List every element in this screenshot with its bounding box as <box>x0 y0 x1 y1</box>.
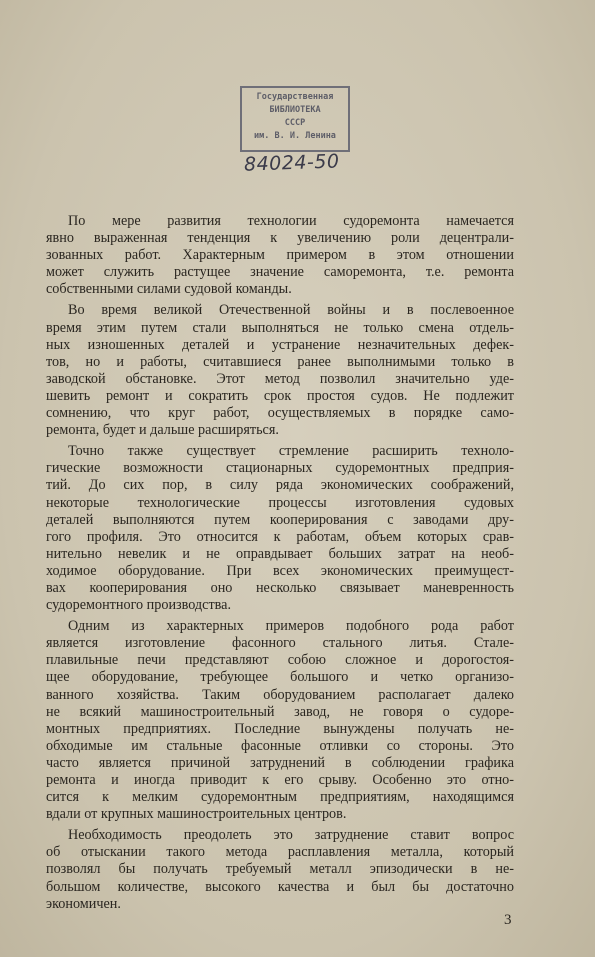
text-line: зованных работ. Характерным примером в этом отношении <box>46 247 514 264</box>
text-line: тий. До сих пор, в силу ряда экономических соображений, <box>46 477 514 494</box>
text-line: явно выраженная тенденция к увеличению роли децентрали- <box>46 230 514 247</box>
text-line: ванного хозяйства. Таким оборудованием располагает далеко <box>46 686 514 703</box>
text-line: ных изношенных деталей и устранение незначительных дефек- <box>46 336 514 353</box>
paragraph <box>46 213 514 298</box>
paragraph <box>46 827 514 912</box>
text-line: ремонта, будет и дальше расширяться. <box>46 422 279 439</box>
text-line: экономичен. <box>46 895 121 912</box>
library-stamp <box>240 86 350 152</box>
handwritten-inventory-number: 84024-50 <box>243 150 340 176</box>
text-line: гого профиля. Это относится к работам, объем которых срав- <box>46 528 514 545</box>
text-line: судоремонтного производства. <box>46 597 232 614</box>
text-line: Точно также существует стремление расширить техноло- <box>68 443 514 460</box>
text-line: некоторые технологические процессы изготовления судовых <box>46 494 514 511</box>
text-line: заводской обстановке. Этот метод позволил значительно уде- <box>46 370 514 387</box>
text-line: является изготовление фасонного стального литья. Стале- <box>46 635 514 652</box>
text-line: ремонта и иногда приводит к его срыву. Особенно это отно- <box>46 772 514 788</box>
text-line: нительно невелик и не оправдывает больших затрат на необ- <box>46 545 514 562</box>
text-line: шевить ремонт и сократить срок простоя судов. Не подлежит <box>46 387 514 404</box>
text-line: сится к мелким судоремонтным предприятиям, находящимся <box>46 789 514 806</box>
stamp-line: Государственная <box>256 92 334 102</box>
text-line: позволял бы получать требуемый металл эпизодически в не- <box>46 861 514 878</box>
paragraph <box>46 443 514 614</box>
paragraph <box>46 302 514 439</box>
text-line: вдали от крупных машиностроительных центров. <box>46 806 347 823</box>
text-line: время этим путем стали выполняться не только смена отдель- <box>46 319 514 336</box>
page-number: 3 <box>504 912 512 928</box>
text-line: Необходимость преодолеть это затруднение ставит вопрос <box>68 827 514 844</box>
text-line: плавильные печи представляют собою сложное и дорогостоя- <box>46 652 514 669</box>
text-line: сомнению, что круг работ, осуществляемых в порядке само- <box>46 405 514 422</box>
paragraph <box>46 618 514 823</box>
stamp-line: БИБЛИОТЕКА <box>269 105 321 115</box>
text-line: об отыскании такого метода расплавления металла, который <box>46 844 514 861</box>
text-line: часто является причиной затруднений в соблюдении графика <box>46 754 514 771</box>
body-text <box>46 213 514 917</box>
text-line: обходимые им стальные фасонные отливки со стороны. Это <box>46 737 514 754</box>
stamp-line: им. В. И. Ленина <box>254 131 336 141</box>
text-line: щее оборудование, требующее большого и четко организо- <box>46 669 514 686</box>
text-line: монтных предприятиях. Последние вынуждены получать не- <box>46 720 514 737</box>
text-line: собственными силами судовой команды. <box>46 281 292 298</box>
text-line: большом количестве, высокого качества и был бы достаточно <box>46 878 514 895</box>
text-line: не всякий машиностроительный завод, не говоря о судоре- <box>46 703 514 720</box>
text-line: вах кооперирования оно несколько связывает маневренность <box>46 579 514 596</box>
text-line: тов, но и работы, считавшиеся ранее выполнимыми только в <box>46 353 514 370</box>
text-line: ходимое оборудование. При всех экономических преимущест- <box>46 562 514 579</box>
text-line: Одним из характерных примеров подобного рода работ <box>68 618 514 635</box>
text-line: гические возможности стационарных судоремонтных предприя- <box>46 460 514 477</box>
text-line: Во время великой Отечественной войны и в послевоенное <box>68 302 514 319</box>
stamp-line: СССР <box>284 118 306 128</box>
text-line: деталей выполняются путем кооперирования с заводами дру- <box>46 511 514 528</box>
text-line: может служить растущее значение саморемонта, т.е. ремонта <box>46 264 514 281</box>
text-line: По мере развития технологии судоремонта намечается <box>68 213 514 229</box>
